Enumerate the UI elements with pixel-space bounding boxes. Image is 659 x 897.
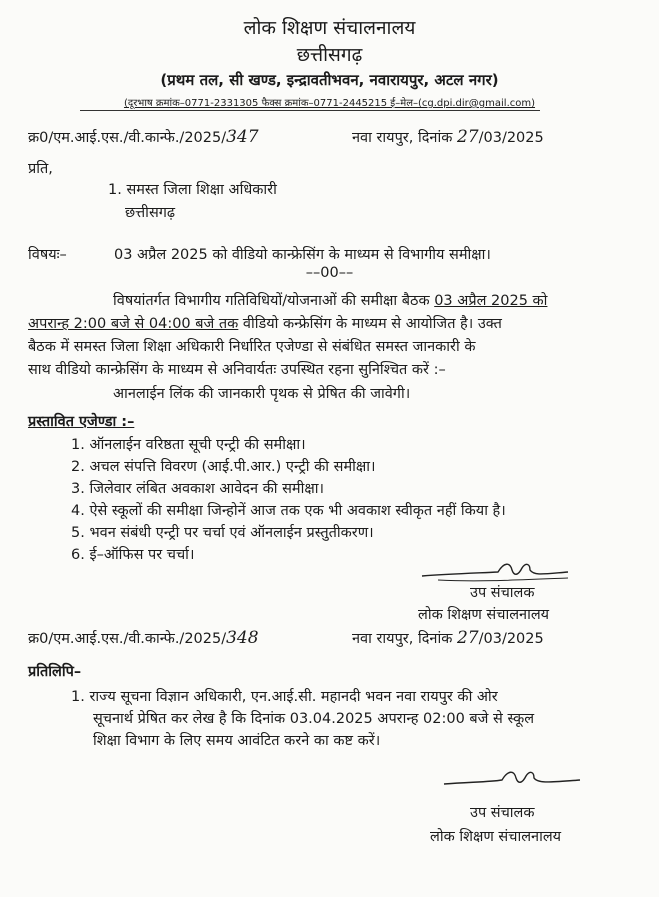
recipient-line-1: 1. समस्त जिला शिक्षा अधिकारी	[108, 182, 277, 198]
signatory-office-2: लोक शिक्षण संचालनालय	[430, 829, 562, 845]
handwritten-day: 27	[456, 628, 479, 648]
agenda-heading: प्रस्तावित एजेण्डा :–	[28, 414, 135, 430]
agenda-item: 3. जिलेवार लंबित अवकाश आवेदन की समीक्षा।	[71, 481, 324, 497]
reference-prefix: क्र0/एम.आई.एस./वी.कान्फे./2025/	[28, 631, 227, 647]
org-state: छत्तीसगढ़	[296, 44, 363, 66]
reference-handwritten-number: 347	[226, 127, 259, 147]
copy-line-2: सूचनार्थ प्रेषित कर लेख है कि दिनांक 03.04.2025 अपरान्ह 02:00 बजे से स्कूल	[93, 711, 535, 727]
letterhead-rule	[80, 110, 540, 111]
body-line-3: बैठक में समस्त जिला शिक्षा अधिकारी निर्धारित एजेण्डा से संबंधित समस्त जानकारी के	[28, 339, 476, 355]
meeting-date: 03 अप्रैल 2025 को	[434, 293, 548, 309]
to-label: प्रति,	[28, 161, 53, 177]
online-link-note: आनलाईन लिंक की जानकारी पृथक से प्रेषित की जावेगी।	[113, 386, 411, 402]
signatory-designation-1: उप संचालक	[470, 585, 535, 601]
meeting-time: अपरान्ह 2:00 बजे से 04:00 बजे तक	[28, 316, 239, 332]
handwritten-day: 27	[456, 127, 479, 147]
copy-line-3: शिक्षा विभाग के लिए समय आवंटित करने का कष्ट करें।	[93, 733, 381, 749]
recipient-line-2: छत्तीसगढ़	[125, 205, 176, 221]
signatory-designation-2: उप संचालक	[470, 805, 535, 821]
agenda-item: 2. अचल संपत्ति विवरण (आई.पी.आर.) एन्ट्री की समीक्षा।	[71, 459, 376, 475]
reference-prefix: क्र0/एम.आई.एस./वी.कान्फे./2025/	[28, 130, 227, 146]
agenda-item: 4. ऐसे स्कूलों की समीक्षा जिन्होनें आज तक एक भी अवकाश स्वीकृत नहीं किया है।	[71, 503, 506, 519]
agenda-item: 6. ई–ऑफिस पर चर्चा।	[71, 547, 195, 563]
copy-label: प्रतिलिपि–	[28, 664, 82, 680]
reference-handwritten-number: 348	[226, 628, 259, 648]
place-date-label: नवा रायपुर, दिनांक	[352, 130, 453, 146]
agenda-item: 5. भवन संबंधी एन्ट्री पर चर्चा एवं ऑनलाईन प्रस्तुतीकरण।	[71, 525, 374, 541]
body-text: विषयांतर्गत विभागीय गतिविधियों/योजनाओं की समीक्षा बैठक	[113, 293, 435, 309]
signatory-office-1: लोक शिक्षण संचालनालय	[418, 607, 550, 623]
place-date-label: नवा रायपुर, दिनांक	[352, 631, 453, 647]
subject-text: 03 अप्रैल 2025 को वीडियो कान्फ्रेसिंग के माध्यम से विभागीय समीक्षा।	[114, 247, 491, 263]
org-address: (प्रथम तल, सी खण्ड, इन्द्रावतीभवन, नवारायपुर, अटल नगर)	[160, 71, 499, 89]
subject-label: विषयः–	[28, 247, 67, 263]
subject-divider: ––00––	[305, 265, 354, 281]
date-suffix: /03/2025	[478, 631, 544, 647]
reference-number-2	[28, 628, 259, 648]
agenda-item: 1. ऑनलाईन वरिष्ठता सूची एन्ट्री की समीक्षा।	[71, 437, 306, 453]
body-text: वीडियो कन्फ्रेसिंग के माध्यम से आयोजित है। उक्त	[238, 316, 502, 332]
org-contact: (दूरभाष क्रमांक–0771-2331305 फैक्स क्रमांक–0771-2445215 ई–मेल–(cg.dpi.dir@gmail.com)	[123, 98, 536, 109]
copy-line-1: 1. राज्य सूचना विज्ञान अधिकारी, एन.आई.सी. महानदी भवन नवा रायपुर की ओर	[71, 689, 498, 705]
reference-date-2	[352, 628, 544, 648]
reference-date	[352, 127, 544, 147]
body-line-2	[28, 313, 502, 333]
body-line-4: साथ वीडियो कान्फ्रेसिंग के माध्यम से अनिवार्यतः उपस्थित रहना सुनिश्चित करें :–	[28, 362, 446, 378]
org-name: लोक शिक्षण संचालनालय	[243, 17, 416, 39]
signature-2	[440, 768, 590, 794]
body-line-1	[113, 290, 547, 310]
reference-number	[28, 127, 259, 147]
date-suffix: /03/2025	[478, 130, 544, 146]
